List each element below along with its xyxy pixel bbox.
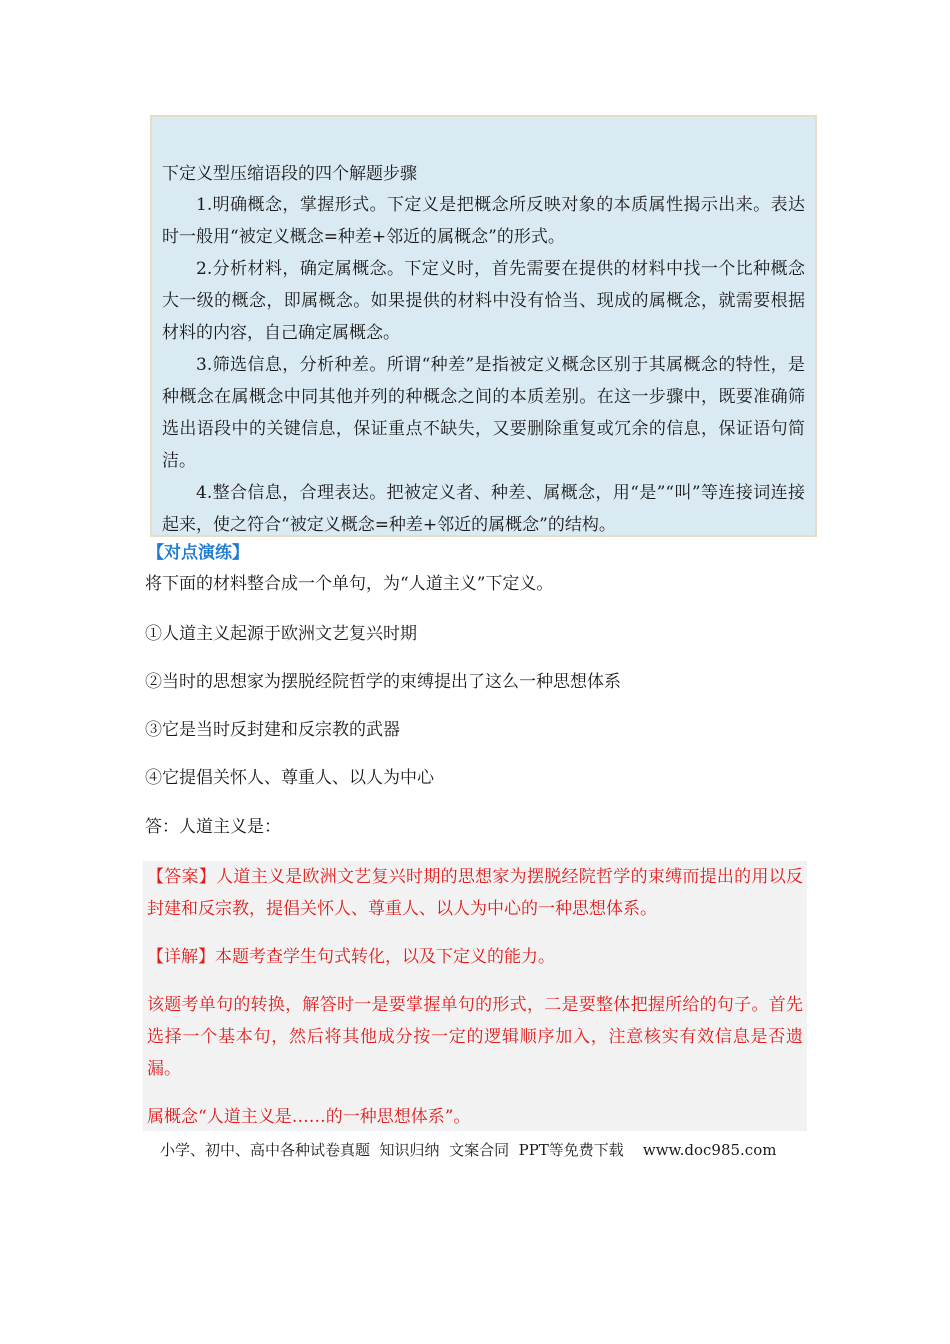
tip-step-4: 4.整合信息，合理表达。把被定义者、种差、属概念，用“是”“叫”等连接词连接起来，使之符合“被定义概念=种差+邻近的属概念”的结构。	[162, 483, 805, 535]
answer-text: 【答案】人道主义是欧洲文艺复兴时期的思想家为摆脱经院哲学的束缚而提出的用以反封建和反宗教，提倡关怀人、尊重人、以人为中心的一种思想体系。	[147, 867, 803, 919]
material-item-4: ④它提倡关怀人、尊重人、以人为中心	[145, 768, 434, 788]
material-item-1: ①人道主义起源于欧洲文艺复兴时期	[145, 624, 417, 644]
tip-title: 下定义型压缩语段的四个解题步骤	[162, 164, 417, 184]
answer-prompt: 答：人道主义是：	[145, 817, 281, 837]
tip-step-1: 1.明确概念，掌握形式。下定义是把概念所反映对象的本质属性揭示出来。表达时一般用“被定义概念=种差+邻近的属概念”的形式。	[162, 195, 805, 247]
practice-heading: 【对点演练】	[147, 543, 249, 563]
tip-step-3: 3.筛选信息，分析种差。所谓“种差”是指被定义概念区别于其属概念的特性，是种概念在属概念中同其他并列的种概念之间的本质差别。在这一步骤中，既要准确筛选出语段中的关键信息，保证重点不缺失，又要删除重复或冗余的信息，保证语句简洁。	[162, 355, 805, 471]
explain-heading: 【详解】本题考查学生句式转化，以及下定义的能力。	[147, 947, 555, 967]
explain-conclusion: 属概念“人道主义是……的一种思想体系”。	[147, 1107, 471, 1127]
answer-box	[143, 861, 807, 1131]
page-footer: 小学、初中、高中各种试卷真题 知识归纳 文案合同 PPT等免费下载 www.doc985.com	[160, 1141, 777, 1159]
material-item-2: ②当时的思想家为摆脱经院哲学的束缚提出了这么一种思想体系	[145, 672, 621, 692]
explain-body: 该题考单句的转换，解答时一是要掌握单句的形式，二是要整体把握所给的句子。首先选择一个基本句，然后将其他成分按一定的逻辑顺序加入，注意核实有效信息是否遗漏。	[147, 995, 803, 1079]
material-item-3: ③它是当时反封建和反宗教的武器	[145, 720, 400, 740]
tip-box	[150, 115, 817, 537]
tip-step-2: 2.分析材料，确定属概念。下定义时，首先需要在提供的材料中找一个比种概念大一级的概念，即属概念。如果提供的材料中没有恰当、现成的属概念，就需要根据材料的内容，自己确定属概念。	[162, 259, 805, 343]
practice-prompt: 将下面的材料整合成一个单句，为“人道主义”下定义。	[145, 574, 554, 594]
